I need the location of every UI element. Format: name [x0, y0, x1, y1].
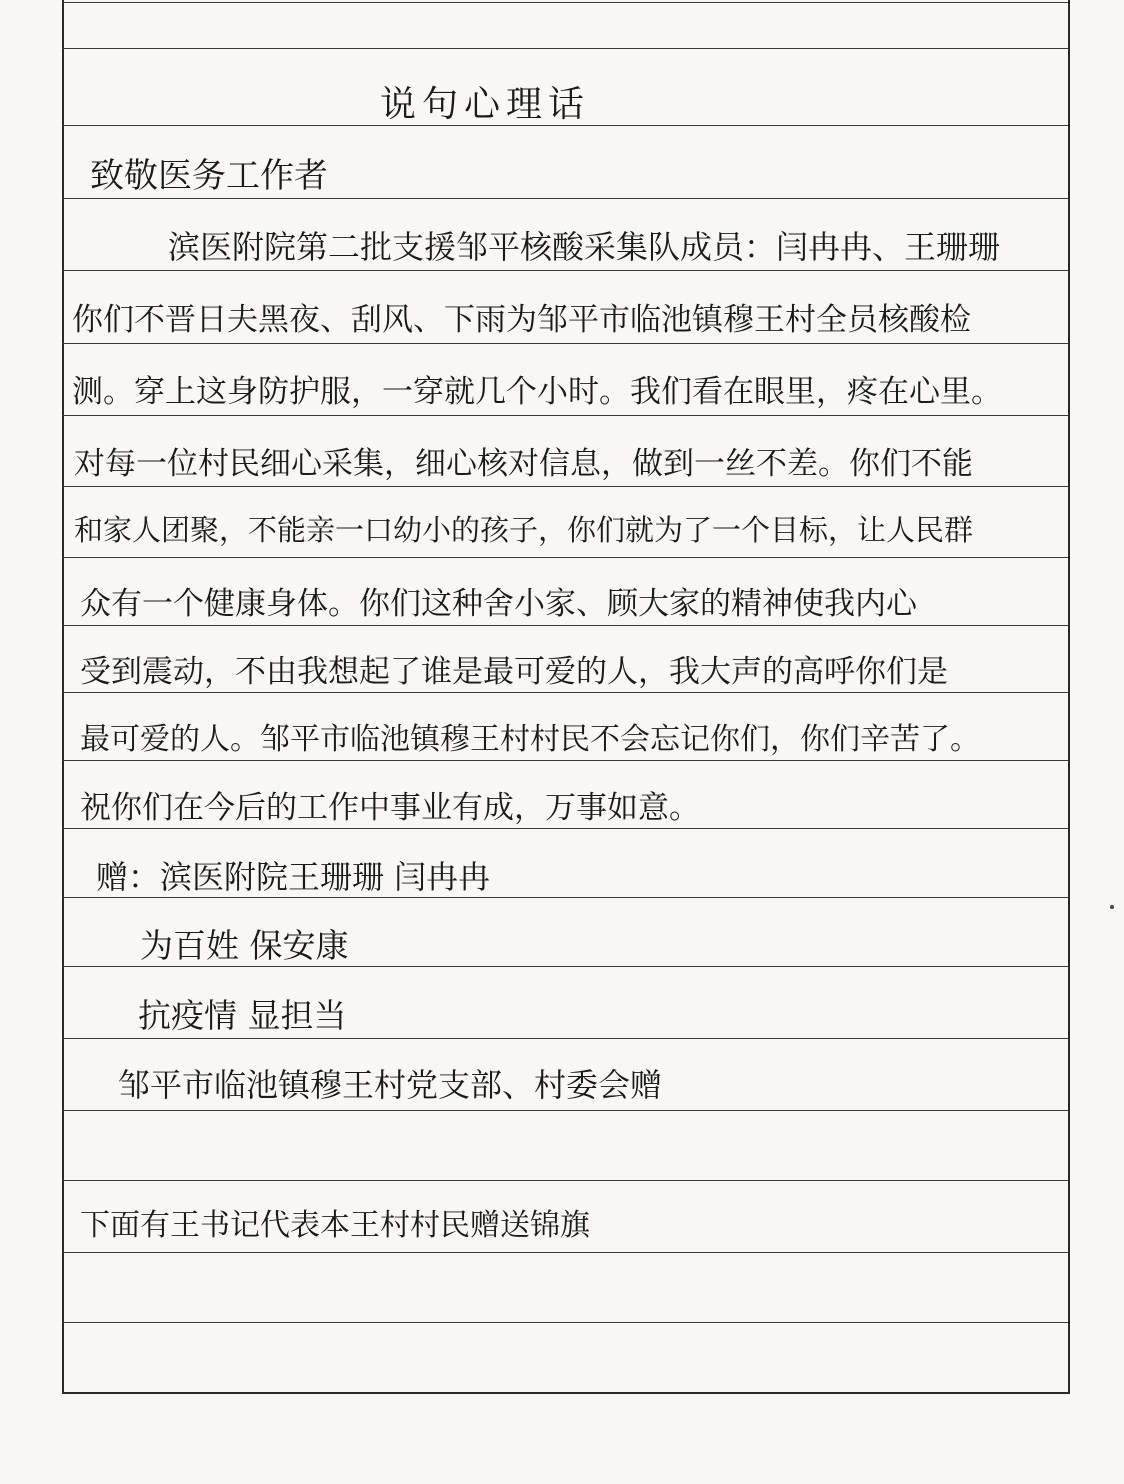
body-line: 你们不晋日夫黑夜、刮风、下雨为邹平市临池镇穆王村全员核酸检	[72, 302, 971, 338]
ruled-line	[62, 1038, 1068, 1039]
signature-line: 邹平市临池镇穆王村党支部、村委会赠	[118, 1066, 663, 1104]
ruled-line	[62, 1252, 1068, 1253]
ruled-line	[62, 1180, 1068, 1181]
ruled-line	[62, 270, 1068, 271]
body-line: 测。穿上这身防护服，一穿就几个小时。我们看在眼里，疼在心里。	[72, 374, 1002, 410]
body-line: 和家人团聚，不能亲一口幼小的孩子，你们就为了一个目标，让人民群	[74, 513, 974, 547]
body-line: 对每一位村民细心采集，细心核对信息，做到一丝不差。你们不能	[74, 446, 973, 482]
ruled-line	[62, 557, 1068, 558]
ruled-line	[62, 828, 1068, 829]
salutation: 致敬医务工作者	[90, 156, 328, 196]
ruled-line	[62, 1110, 1068, 1111]
ruled-line	[62, 625, 1068, 626]
gift-line: 赠：滨医附院王珊珊 闫冉冉	[96, 858, 491, 896]
ruled-line	[62, 486, 1068, 487]
body-line: 受到震动，不由我想起了谁是最可爱的人，我大声的高呼你们是	[80, 654, 948, 690]
body-line: 众有一个健康身体。你们这种舍小家、顾大家的精神使我内心	[80, 586, 917, 622]
body-line: 最可爱的人。邹平市临池镇穆王村村民不会忘记你们，你们辛苦了。	[80, 722, 980, 757]
ruled-line	[62, 415, 1068, 416]
page-border	[62, 0, 1070, 1394]
page-title: 说句心理话	[380, 84, 591, 125]
motto-line: 为百姓 保安康	[140, 926, 349, 965]
body-line: 祝你们在今后的工作中事业有成，万事如意。	[80, 790, 700, 826]
ruled-line	[62, 1322, 1068, 1323]
ruled-line	[62, 198, 1068, 199]
ruled-line	[62, 692, 1068, 693]
motto-line: 抗疫情 显担当	[138, 996, 347, 1035]
ruled-line	[62, 2, 1068, 3]
ruled-line	[62, 48, 1068, 49]
ruled-line	[62, 760, 1068, 761]
ruled-line	[62, 343, 1068, 344]
body-line: 滨医附院第二批支援邹平核酸采集队成员：闫冉冉、王珊珊	[168, 228, 1001, 266]
footer-note: 下面有王书记代表本王村村民赠送锦旗	[80, 1208, 590, 1243]
paper-speck	[1110, 905, 1114, 909]
